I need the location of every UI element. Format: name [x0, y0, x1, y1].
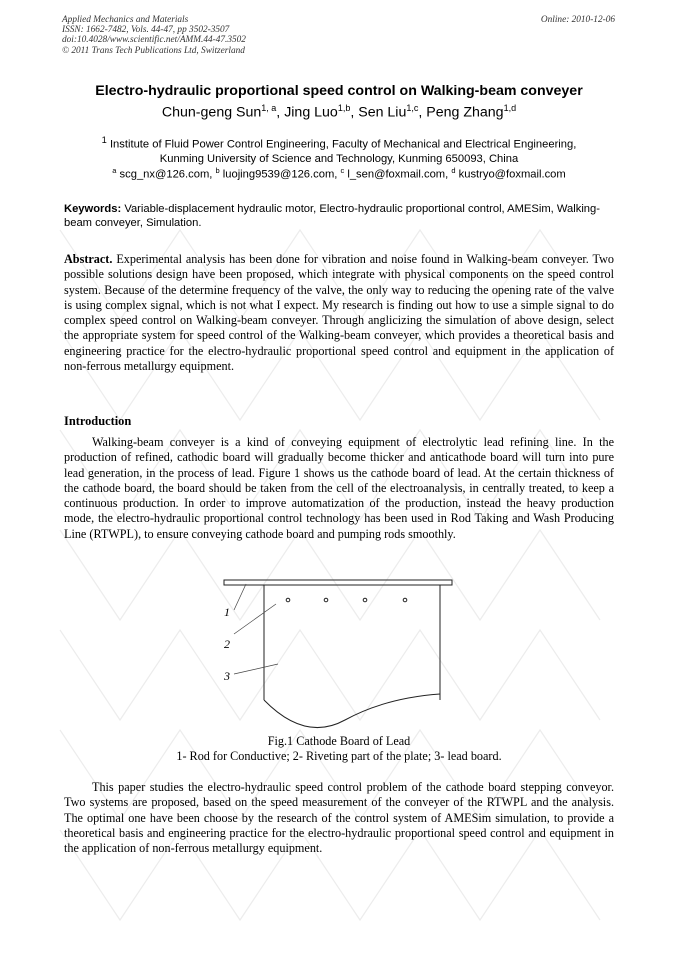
- cathode-board-figure: [210, 572, 460, 732]
- author-name: Jing Luo: [284, 104, 338, 121]
- author-name: Sen Liu: [358, 104, 407, 121]
- introduction-heading: Introduction: [64, 414, 132, 428]
- figure-legend: 1- Rod for Conductive; 2- Riveting part of the plate; 3- lead board.: [176, 749, 502, 763]
- affiliation-sup: 1: [101, 135, 107, 145]
- rivet: [363, 598, 367, 602]
- author-sup: 1,b: [337, 103, 351, 113]
- email-link[interactable]: kustryo@foxmail.com: [458, 168, 566, 181]
- abstract-text: Experimental analysis has been done for vibration and noise found in Walking-beam conveyer. Two possible solutions design have been proposed, which integrate with physical components on the speed control system. Because of the determine frequency of the valve, the only way to reducing the opening rate of the valve is using complex signal, which is not what I expect. My research is finding out how to use a simple signal to do complex speed control on Walking-beam conveyer. Through anglicizing the simulation of above design, select the appropriate system for speed control of the Walking-beam conveyer, which provides a theoretical basis and engineering practice for the electro-hydraulic proportional speed control and equipment in the application of non-ferrous metallurgy equipment.: [64, 252, 614, 374]
- affiliation-line2: Kunming University of Science and Technology, Kunming 650093, China: [159, 153, 519, 166]
- plate-bottom-curve: [264, 694, 440, 728]
- email-link[interactable]: scg_nx@126.com,: [119, 168, 213, 181]
- email-sup: c: [340, 166, 345, 175]
- affiliation-line1: Institute of Fluid Power Control Engineering, Faculty of Mechanical and Electrical Engineering,: [109, 138, 577, 151]
- paragraph-3: This paper studies the electro-hydraulic speed control problem of the cathode board stepping conveyor. Two systems are proposed, based on the speed measurement of the conveyer of the RTWPL and the analysis. The optimal one have been choose by the research of the control system of AMESim simulation, to provide a theoretical basis and engineering practice for the electro-hydraulic proportional speed control and equipment in the application of non-ferrous metallurgy equipment.: [64, 780, 614, 856]
- abstract: [64, 252, 614, 374]
- leader-line-3: [234, 664, 278, 674]
- keywords-text: Variable-displacement hydraulic motor, Electro-hydraulic proportional control, AMESim, Walking-beam conveyer, Simulation.: [64, 203, 600, 230]
- author-sup: 1, a: [261, 103, 277, 113]
- email-link[interactable]: l_sen@foxmail.com,: [347, 168, 449, 181]
- copyright: © 2011 Trans Tech Publications Ltd, Switzerland: [62, 45, 245, 56]
- email-link[interactable]: luojing9539@126.com,: [222, 168, 338, 181]
- leader-line-1: [234, 584, 246, 610]
- figure-caption: Fig.1 Cathode Board of Lead: [267, 734, 411, 748]
- affiliation: [60, 133, 618, 167]
- author-name: Chun-geng Sun: [161, 104, 262, 121]
- author-name: Peng Zhang: [426, 104, 504, 121]
- conductive-rod: [224, 580, 452, 585]
- figure-label: 1: [224, 605, 230, 619]
- keywords: [64, 202, 614, 231]
- author-list: Chun-geng Sun$^{1, a}$, Jing Luo$^{1,b}$, Sen Liu$^{1,c}$, Peng Zhang$^{1,d}$: [161, 103, 517, 121]
- author-sup: 1,d: [503, 103, 517, 113]
- author-sup: 1,c: [406, 103, 419, 113]
- email-list: [40, 166, 638, 181]
- issn: ISSN: 1662-7482, Vols. 44-47, pp 3502-3507: [62, 25, 230, 36]
- paper-title: Electro-hydraulic proportional speed control on Walking-beam conveyer: [95, 83, 583, 99]
- figure-label: 2: [224, 637, 230, 651]
- email-sup: d: [451, 166, 456, 175]
- keywords-label: Keywords:: [64, 203, 122, 215]
- journal-name: Applied Mechanics and Materials: [62, 15, 189, 25]
- figure-label: 3: [224, 669, 230, 683]
- online-date: Online: 2010-12-06: [540, 15, 615, 25]
- rivet: [324, 598, 328, 602]
- email-sup: b: [215, 166, 220, 175]
- abstract-label: Abstract.: [64, 252, 113, 266]
- leader-line-2: [234, 604, 276, 634]
- introduction-text: Walking-beam conveyer is a kind of conveying equipment of electrolytic lead refining line. In the production of refined, cathodic board will gradually become thicker and anticathode board will turn into pure lead generation, in the process of lead. Figure 1 shows us the cathode board of lead. At the certain thickness of the cathode board, the board should be taken from the cell of the electroanalysis, in centrally treated, to keep a continuous production. In order to improve automatization of the production, instead the heavy production mode, the electro-hydraulic proportional control technology has been used in Rod Taking and Wash Producing Line (RTWPL), to ensure conveying cathode board and pumping rods smoothly.: [64, 435, 614, 541]
- rivet: [403, 598, 407, 602]
- doi: doi:10.4028/www.scientific.net/AMM.44-47.3502: [62, 35, 246, 46]
- journal-header: [62, 15, 246, 56]
- email-sup: a: [112, 166, 117, 175]
- rivet: [286, 598, 290, 602]
